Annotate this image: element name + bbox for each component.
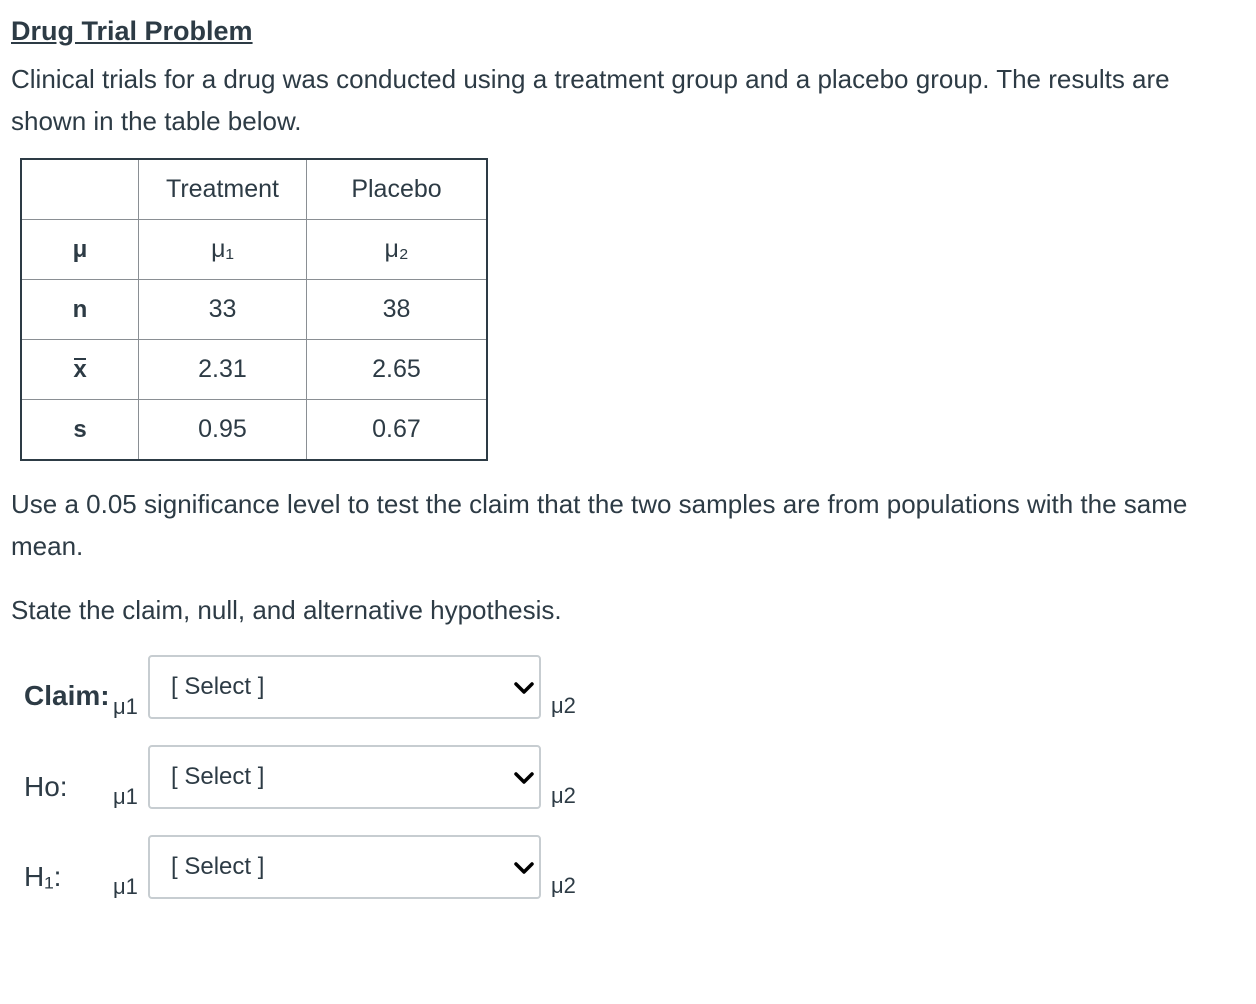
chevron-down-icon xyxy=(513,771,535,785)
alt-right-param: μ2 xyxy=(551,873,576,898)
prompt-paragraph: State the claim, null, and alternative hypothesis. xyxy=(11,595,562,625)
alt-left-param: μ1 xyxy=(113,874,138,899)
cell-placebo-mean: μ₂ xyxy=(307,220,488,280)
data-table xyxy=(20,158,488,461)
cell-treatment-s: 0.95 xyxy=(139,400,307,461)
null-select[interactable] xyxy=(148,745,541,809)
row-label-mean: μ xyxy=(21,220,139,280)
claim-select[interactable] xyxy=(148,655,541,719)
cell-treatment-n: 33 xyxy=(139,280,307,340)
table-header-cell xyxy=(21,159,139,220)
null-right-param: μ2 xyxy=(551,783,576,808)
claim-left-param: μ1 xyxy=(113,694,138,719)
alt-label: H₁: xyxy=(24,861,62,892)
claim-select-value: [ Select ] xyxy=(171,673,265,700)
page-title: Drug Trial Problem xyxy=(11,16,253,46)
cell-placebo-s: 0.67 xyxy=(307,400,488,461)
table-row xyxy=(21,280,487,340)
cell-treatment-mean: μ₁ xyxy=(139,220,307,280)
alt-select[interactable] xyxy=(148,835,541,899)
table-header-row xyxy=(21,159,487,220)
table-row xyxy=(21,220,487,280)
null-left-param: μ1 xyxy=(113,784,138,809)
table-row xyxy=(21,400,487,461)
null-select-value: [ Select ] xyxy=(171,763,265,790)
null-label: Ho: xyxy=(24,771,68,802)
claim-right-param: μ2 xyxy=(551,693,576,718)
chevron-down-icon xyxy=(513,681,535,695)
chevron-down-icon xyxy=(513,861,535,875)
table-header-treatment: Treatment xyxy=(139,159,307,220)
table-header-placebo: Placebo xyxy=(307,159,488,220)
row-label-xbar xyxy=(21,340,139,400)
cell-placebo-n: 38 xyxy=(307,280,488,340)
xbar-symbol: x xyxy=(73,355,87,383)
cell-placebo-xbar: 2.65 xyxy=(307,340,488,400)
claim-label: Claim: xyxy=(24,680,110,711)
row-label-n: n xyxy=(21,280,139,340)
table-row xyxy=(21,340,487,400)
row-label-s: s xyxy=(21,400,139,461)
intro-paragraph: Clinical trials for a drug was conducted using a treatment group and a placebo group. The results are shown in the table below. xyxy=(11,64,1170,136)
cell-treatment-xbar: 2.31 xyxy=(139,340,307,400)
alt-select-value: [ Select ] xyxy=(171,853,265,880)
instruction-paragraph: Use a 0.05 significance level to test the claim that the two samples are from populations with the same mean. xyxy=(11,489,1188,561)
